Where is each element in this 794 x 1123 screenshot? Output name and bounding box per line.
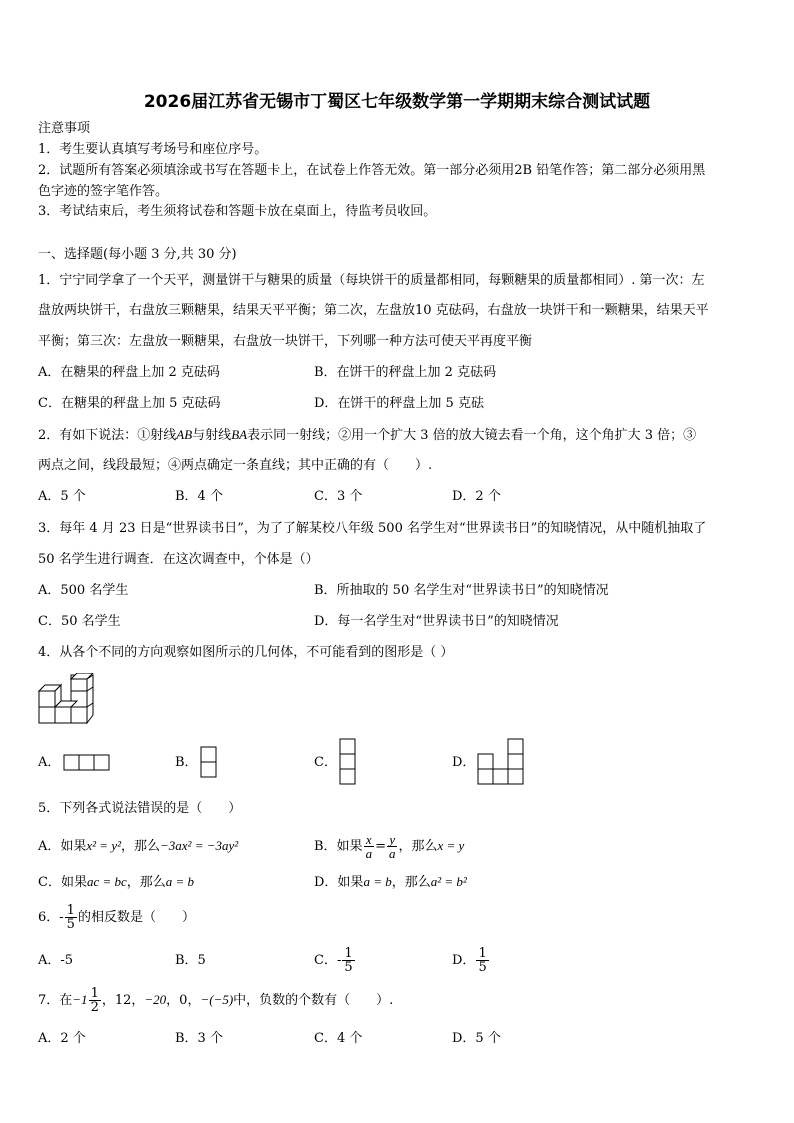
- q3-line-2: 50 名学生进行调查．在这次调查中，个体是（）: [38, 552, 319, 567]
- q6-numerator: 1: [66, 903, 75, 918]
- q6-c-numerator: 1: [344, 946, 353, 961]
- q2-ray-ab: AB: [176, 427, 193, 442]
- q5-option-c: [38, 873, 194, 892]
- q5-c-condition: ac = bc: [86, 874, 127, 889]
- q7-neg-20: −20: [144, 992, 167, 1007]
- q1-line-2: 盘放两块饼干，右盘放三颗糖果，结果天平平衡；第二次，左盘放10 克砝码，右盘放一块饼干和一颗糖果，结果天平: [38, 303, 709, 318]
- q5-b-frac-y: [387, 833, 398, 860]
- q5-a-conclusion: −3ax² = −3ay²: [160, 838, 239, 853]
- note-item-3: 3．考试结束后，考生须将试卷和答题卡放在桌面上，待监考员收回。: [38, 204, 437, 219]
- q6-d-denominator: 5: [478, 960, 487, 975]
- q2-text-c: 表示同一射线；②用一个扩大 3 倍的放大镜去看一个角，这个角扩大 3 倍；③: [247, 428, 697, 443]
- q3-option-c: C．50 名学生: [38, 614, 121, 629]
- q6-d-numerator: 1: [478, 946, 487, 961]
- q7-neg-neg-5: −(−5): [200, 992, 234, 1007]
- notes-heading: 注意事项: [38, 121, 91, 136]
- q4-option-d-figure: [477, 738, 525, 786]
- q6-prefix: 6．-: [38, 910, 64, 925]
- q6-denominator: 5: [66, 917, 75, 932]
- q2-line-1: [38, 426, 758, 445]
- q2-ray-ba: BA: [231, 427, 248, 442]
- q5-b-prefix: B．如果: [314, 839, 363, 854]
- q5-option-b: B．如果 $\frac{x}{a}$ = $\frac{y}{a}$ ，那么x = y: [314, 832, 465, 861]
- q4-option-a-figure: [63, 754, 111, 772]
- section-heading: 一、选择题(每小题 3 分,共 30 分): [38, 247, 237, 262]
- q5-b-num-x: x: [364, 833, 375, 847]
- q2-text-b: 与射线: [192, 428, 232, 443]
- q5-option-a: [38, 837, 238, 856]
- note-item-2-cont: 色字迹的签字笔作答。: [38, 184, 169, 199]
- q6-c-fraction: [342, 947, 354, 974]
- q6-option-b: B．5: [175, 953, 206, 968]
- q7-suffix: 中，负数的个数有（ ）.: [233, 993, 394, 1008]
- q6-d-fraction: [476, 947, 488, 974]
- q5-d-prefix: D．如果: [314, 875, 364, 890]
- q6-c-prefix: C．-: [314, 953, 342, 968]
- q6-suffix: 的相反数是（ ）: [77, 910, 195, 925]
- q5-b-num-y: y: [387, 833, 398, 847]
- q1-option-c: C．在糖果的秤盘上加 5 克砝码: [38, 396, 221, 411]
- q7-mixed-whole: −1: [72, 992, 88, 1007]
- q4-option-b: B．: [175, 755, 198, 770]
- q5-c-conclusion: a = b: [165, 874, 195, 889]
- q7-prefix: 7．在: [38, 993, 73, 1008]
- q5-b-then: ，那么: [398, 839, 438, 854]
- q5-d-conclusion: a² = b²: [430, 874, 467, 889]
- q5-c-prefix: C．如果: [38, 875, 87, 890]
- q2-option-d: D．2 个: [452, 489, 501, 504]
- q5-b-den-a2: a: [388, 846, 396, 861]
- q5-b-den-a1: a: [365, 846, 373, 861]
- q1-line-1: 1．宁宁同学拿了一个天平，测量饼干与糖果的质量（每块饼干的质量都相同，每颗糖果的质量都相同）. 第一次：左: [38, 273, 705, 288]
- q5-b-conclusion: x = y: [437, 838, 465, 853]
- q6-fraction: [65, 904, 77, 931]
- q6-option-c: [314, 943, 356, 979]
- q4-stem: 4．从各个不同的方向观察如图所示的几何体，不可能看到的图形是（ ）: [38, 645, 454, 660]
- q7-mixed-numerator: 1: [90, 986, 99, 1001]
- q7-option-c: C．4 个: [314, 1031, 363, 1046]
- q2-option-a: A．5 个: [38, 489, 86, 504]
- q6-option-d: [452, 943, 490, 979]
- q5-a-condition: x² = y²: [86, 838, 121, 853]
- q4-option-c: C．: [314, 755, 337, 770]
- note-item-2: 2．试题所有答案必须填涂或书写在答题卡上，在试卷上作答无效。第一部分必须用2B 铅笔作答；第二部分必须用黑: [38, 163, 706, 178]
- q4-option-d: D．: [452, 755, 476, 770]
- q2-option-c: C．3 个: [314, 489, 363, 504]
- q7-option-a: A．2 个: [38, 1031, 86, 1046]
- q3-line-1: 3．每年 4 月 23 日是“世界读书日”，为了了解某校八年级 500 名学生对“世界读书日”的知晓情况，从中随机抽取了: [38, 521, 707, 536]
- q2-line-2: 两点之间，线段最短；④两点确定一条直线；其中正确的有（ ）.: [38, 458, 433, 473]
- page-title: 2026届江苏省无锡市丁蜀区七年级数学第一学期期末综合测试试题: [143, 92, 651, 112]
- q6-stem: [38, 900, 195, 936]
- q1-option-a: A．在糖果的秤盘上加 2 克砝码: [38, 365, 220, 380]
- q1-option-b: B．在饼干的秤盘上加 2 克砝码: [314, 365, 497, 380]
- q4-option-c-figure: [339, 738, 357, 786]
- q4-option-b-figure: [200, 746, 218, 778]
- q7-mixed-fraction: [89, 987, 101, 1014]
- q7-text-1: ，12，: [101, 993, 145, 1008]
- q5-d-condition: a = b: [363, 874, 392, 889]
- q5-option-d: [314, 873, 467, 892]
- q7-text-2: ，0，: [166, 993, 201, 1008]
- q4-solid-figure: [38, 673, 96, 725]
- q1-line-3: 平衡；第三次：左盘放一颗糖果，右盘放一块饼干，下列哪一种方法可使天平再度平衡: [38, 334, 533, 349]
- note-item-1: 1．考生要认真填写考场号和座位序号。: [38, 142, 268, 157]
- q5-a-then: ，那么: [121, 839, 161, 854]
- q5-c-then: ，那么: [126, 875, 166, 890]
- q7-option-b: B．3 个: [175, 1031, 223, 1046]
- q3-option-a: A．500 名学生: [38, 583, 129, 598]
- q6-d-prefix: D．: [452, 953, 476, 968]
- q4-option-a: A．: [38, 755, 61, 770]
- q2-text-a: 2．有如下说法：①射线: [38, 428, 177, 443]
- q7-stem: [38, 982, 393, 1019]
- q5-stem: 5．下列各式说法错误的是（ ）: [38, 801, 242, 816]
- q6-c-denominator: 5: [344, 960, 353, 975]
- q5-b-frac-x: [364, 833, 375, 860]
- q7-option-d: D．5 个: [452, 1031, 501, 1046]
- q6-option-a: A．-5: [38, 953, 74, 968]
- q5-a-prefix: A．如果: [38, 839, 87, 854]
- q1-option-d: D．在饼干的秤盘上加 5 克砝: [314, 396, 484, 411]
- q7-mixed-denominator: 2: [90, 1000, 99, 1015]
- q3-option-b: B．所抽取的 50 名学生对“世界读书日”的知晓情况: [314, 583, 609, 598]
- q3-option-d: D．每一名学生对“世界读书日”的知晓情况: [314, 614, 559, 629]
- q5-d-then: ，那么: [391, 875, 431, 890]
- q2-option-b: B．4 个: [175, 489, 223, 504]
